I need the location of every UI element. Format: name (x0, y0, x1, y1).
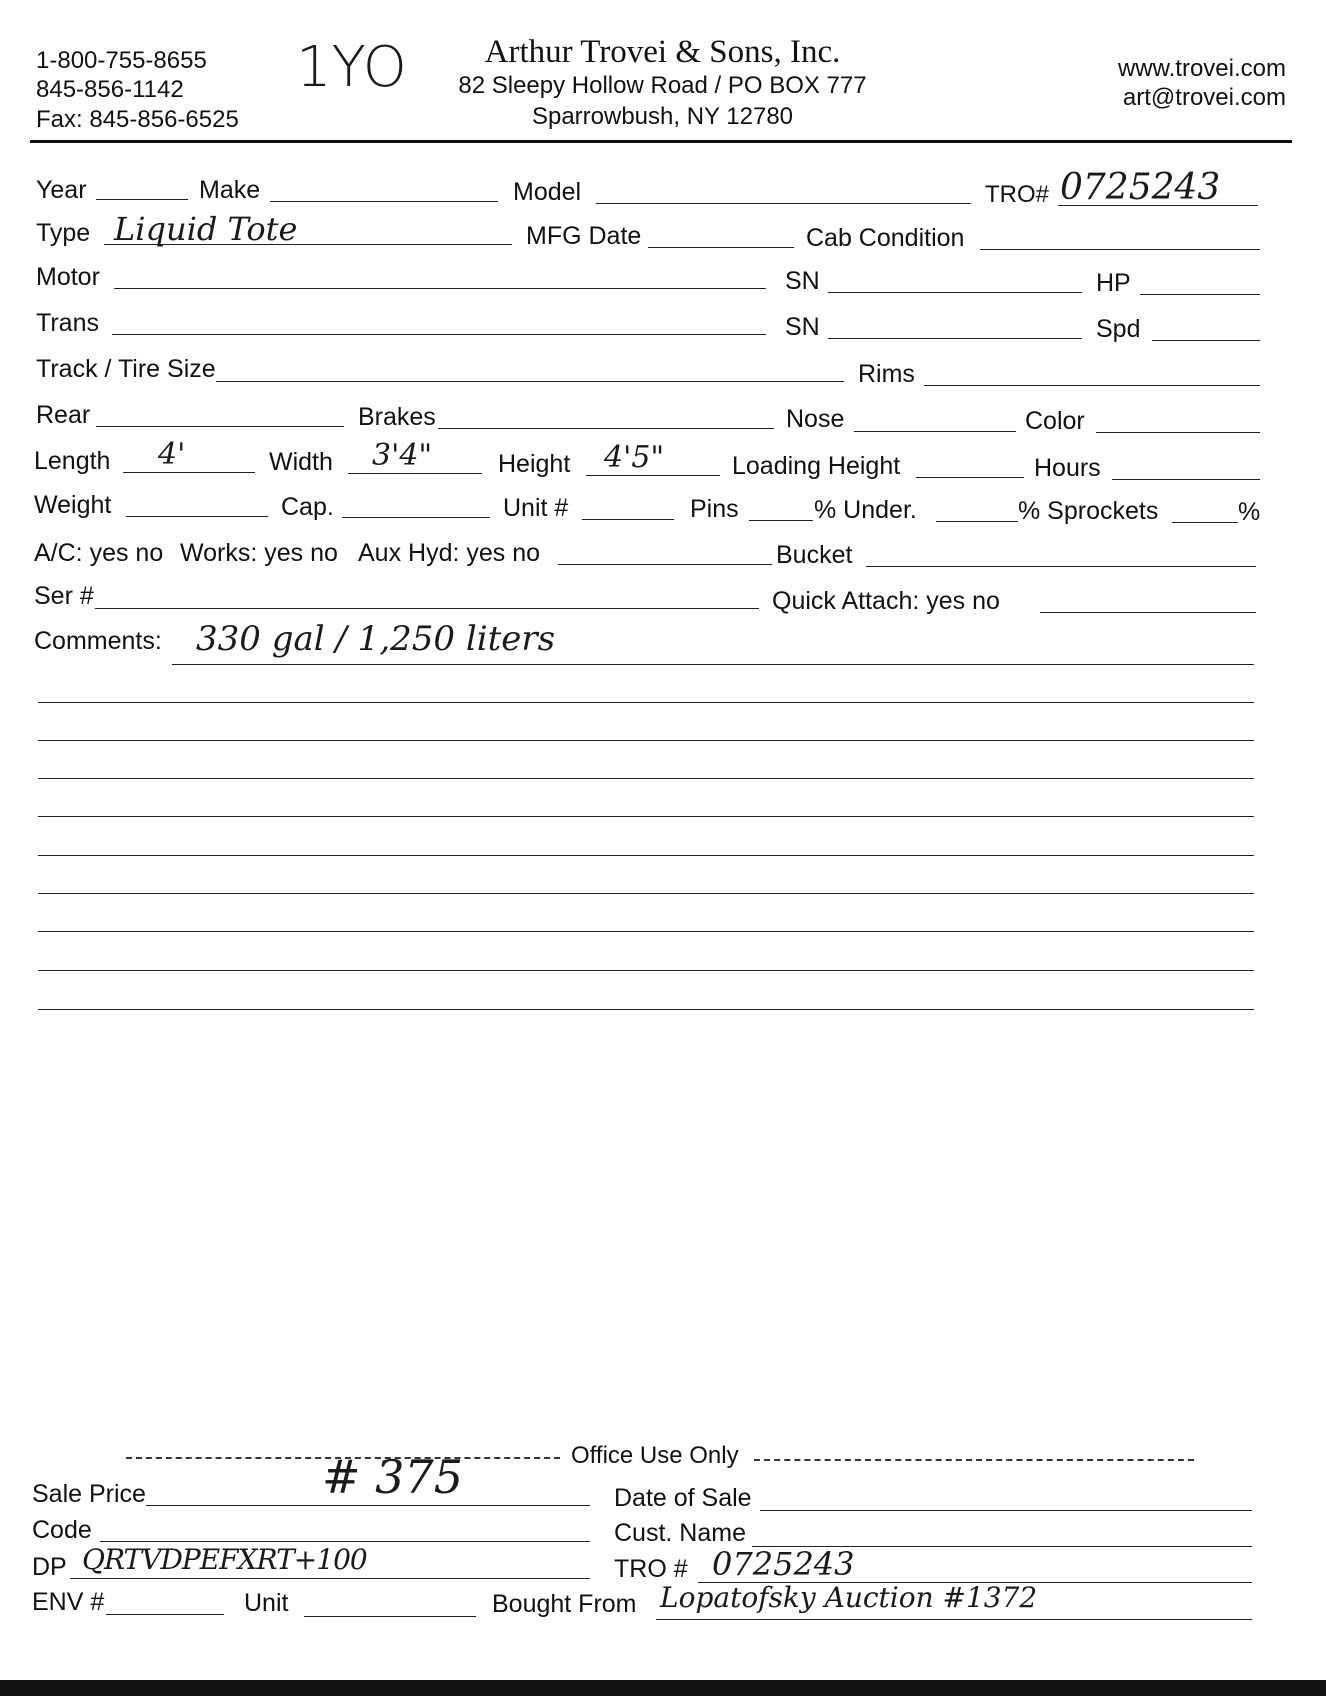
value-type: Liquid Tote (114, 210, 298, 248)
comment-line[interactable] (38, 970, 1254, 971)
label-ac[interactable]: A/C: yes no (34, 539, 164, 567)
value-width: 3'4" (372, 438, 433, 473)
field-color[interactable] (1096, 432, 1260, 433)
field-motor[interactable] (114, 288, 766, 289)
label-cap: Cap. (281, 493, 334, 521)
label-rims: Rims (858, 360, 915, 388)
value-office-tro: 0725243 (712, 1545, 855, 1583)
label-unit-number: Unit # (503, 494, 569, 522)
field-trans[interactable] (112, 334, 766, 335)
label-rear: Rear (36, 401, 91, 429)
label-make: Make (199, 176, 261, 204)
company-address-line1: 82 Sleepy Hollow Road / PO BOX 777 (458, 72, 867, 99)
value-sale-price: # 375 (322, 1450, 463, 1504)
fax-number: Fax: 845-856-6525 (36, 106, 239, 133)
label-tro: TRO# (985, 181, 1050, 208)
comment-line[interactable] (38, 778, 1254, 779)
field-width[interactable] (348, 473, 482, 474)
value-dp: QRTVDPEFXRT+100 (82, 1543, 367, 1576)
value-comments: 330 gal / 1,250 liters (196, 619, 556, 659)
label-cab-condition: Cab Condition (806, 224, 965, 252)
label-track-tire-size: Track / Tire Size (36, 355, 216, 383)
company-name: Arthur Trovei & Sons, Inc. (484, 34, 841, 70)
label-hp: HP (1096, 269, 1131, 297)
field-hp[interactable] (1140, 294, 1260, 295)
label-type: Type (36, 219, 91, 247)
field-trans-sn[interactable] (828, 338, 1082, 339)
company-email: art@trovei.com (1122, 84, 1286, 111)
field-unit-number[interactable] (582, 519, 674, 520)
label-unit: Unit (244, 1589, 289, 1617)
field-cab-condition[interactable] (980, 249, 1260, 250)
label-hours: Hours (1034, 454, 1101, 482)
comment-line[interactable] (38, 740, 1254, 741)
label-sale-price: Sale Price (32, 1480, 146, 1508)
field-bought-from[interactable] (656, 1619, 1252, 1620)
field-env-number[interactable] (106, 1614, 224, 1615)
label-office-tro: TRO # (614, 1555, 688, 1583)
field-sprockets[interactable] (1172, 522, 1238, 523)
field-model[interactable] (596, 203, 971, 204)
label-width: Width (269, 448, 333, 476)
label-brakes: Brakes (358, 403, 436, 431)
value-tro: 0725243 (1060, 167, 1221, 208)
field-ser-number[interactable] (95, 608, 759, 609)
field-spd[interactable] (1152, 340, 1260, 341)
label-nose: Nose (786, 405, 845, 433)
field-sale-price[interactable] (146, 1505, 590, 1506)
label-year: Year (36, 176, 87, 204)
label-env-number: ENV # (32, 1588, 105, 1616)
label-trans-sn: SN (785, 313, 820, 341)
comment-line[interactable] (38, 1009, 1254, 1010)
company-website: www.trovei.com (1117, 55, 1286, 82)
label-sprockets: % Sprockets (1018, 497, 1159, 525)
comment-line[interactable] (172, 664, 1254, 665)
field-year[interactable] (96, 199, 188, 200)
value-length: 4' (158, 437, 186, 472)
value-bought-from: Lopatofsky Auction #1372 (660, 1581, 1038, 1614)
field-track-tire-size[interactable] (216, 381, 844, 382)
label-cust-name: Cust. Name (614, 1519, 746, 1547)
label-loading-height: Loading Height (732, 452, 901, 480)
label-aux-hyd[interactable]: Aux Hyd: yes no (358, 539, 541, 567)
field-under[interactable] (936, 521, 1018, 522)
label-motor-sn: SN (785, 267, 820, 295)
field-brakes[interactable] (438, 428, 774, 429)
phone-2: 845-856-1142 (36, 76, 184, 103)
field-hours[interactable] (1112, 479, 1260, 480)
field-rims[interactable] (924, 385, 1260, 386)
field-motor-sn[interactable] (828, 292, 1082, 293)
field-nose[interactable] (854, 431, 1016, 432)
value-height: 4'5" (604, 440, 665, 475)
field-weight[interactable] (126, 516, 268, 517)
label-length: Length (34, 447, 111, 475)
label-date-of-sale: Date of Sale (614, 1484, 752, 1512)
field-dp[interactable] (70, 1578, 590, 1579)
field-pins[interactable] (749, 520, 813, 521)
field-cap[interactable] (342, 517, 490, 518)
field-height[interactable] (586, 475, 720, 476)
field-bucket[interactable] (866, 566, 1256, 567)
label-code: Code (32, 1516, 92, 1544)
label-quick-attach[interactable]: Quick Attach: yes no (772, 587, 1000, 615)
label-model: Model (513, 178, 582, 206)
label-bought-from: Bought From (492, 1590, 637, 1618)
label-dp: DP (32, 1553, 67, 1581)
field-mfg-date[interactable] (648, 247, 794, 248)
label-sprockets-pct: % (1238, 498, 1261, 526)
field-make[interactable] (270, 201, 498, 202)
label-weight: Weight (34, 491, 112, 519)
label-height: Height (498, 450, 571, 478)
handwritten-code: 1YO (296, 35, 407, 100)
label-under: % Under. (814, 496, 917, 524)
label-comments: Comments: (34, 627, 162, 655)
field-code[interactable] (100, 1541, 590, 1542)
phone-1: 1-800-755-8655 (36, 47, 207, 74)
header-divider (30, 140, 1292, 143)
field-loading-height[interactable] (916, 477, 1024, 478)
label-motor: Motor (36, 263, 100, 291)
office-divider-right (754, 1459, 1194, 1461)
label-mfg-date: MFG Date (526, 222, 642, 250)
comment-line[interactable] (38, 816, 1254, 817)
label-trans: Trans (36, 309, 99, 337)
comment-line[interactable] (38, 702, 1254, 703)
comment-line[interactable] (38, 931, 1254, 932)
label-ser-number: Ser # (34, 582, 94, 610)
field-aux-hyd[interactable] (558, 564, 772, 565)
label-bucket: Bucket (776, 541, 853, 569)
comment-line[interactable] (38, 855, 1254, 856)
label-works[interactable]: Works: yes no (180, 539, 338, 567)
field-quick-attach[interactable] (1040, 612, 1256, 613)
label-spd: Spd (1096, 315, 1141, 343)
field-unit[interactable] (304, 1616, 476, 1617)
comment-line[interactable] (38, 893, 1254, 894)
office-use-only-title: Office Use Only (571, 1442, 739, 1469)
label-pins: Pins (690, 495, 739, 523)
field-length[interactable] (123, 472, 255, 473)
company-address-line2: Sparrowbush, NY 12780 (531, 103, 794, 130)
scan-bottom-edge (0, 1680, 1326, 1696)
label-color: Color (1025, 407, 1085, 435)
field-rear[interactable] (96, 426, 344, 427)
field-date-of-sale[interactable] (760, 1510, 1252, 1511)
